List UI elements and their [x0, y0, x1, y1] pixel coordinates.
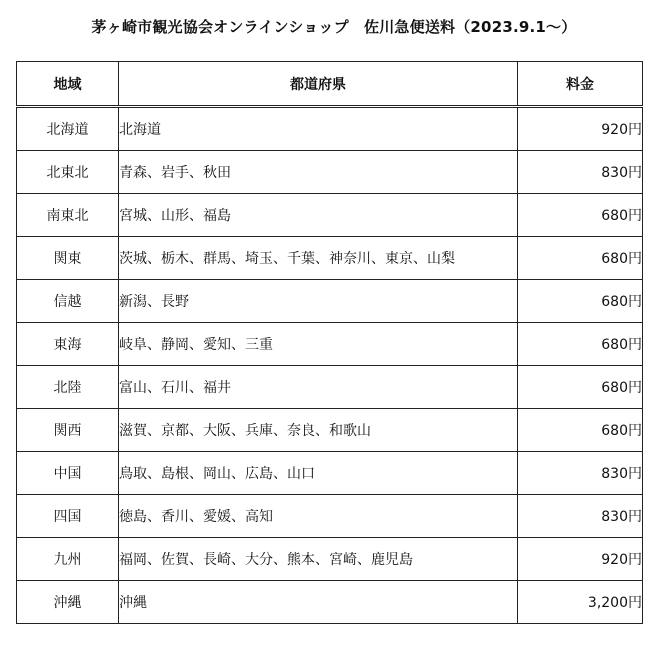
header-prefectures: 都道府県 [119, 62, 518, 107]
region-cell: 関西 [17, 409, 119, 452]
prefectures-cell: 茨城、栃木、群馬、埼玉、千葉、神奈川、東京、山梨 [119, 237, 518, 280]
region-cell: 北東北 [17, 151, 119, 194]
table-row [17, 107, 643, 151]
region-cell: 関東 [17, 237, 119, 280]
region-cell: 九州 [17, 538, 119, 581]
prefectures-cell: 富山、石川、福井 [119, 366, 518, 409]
prefectures-cell: 沖縄 [119, 581, 518, 624]
header-region: 地域 [17, 62, 119, 107]
prefectures-cell: 青森、岩手、秋田 [119, 151, 518, 194]
fee-cell: 830円 [518, 495, 643, 538]
prefectures-cell: 宮城、山形、福島 [119, 194, 518, 237]
table-row [17, 581, 643, 624]
prefectures-cell: 北海道 [119, 107, 518, 151]
table-row [17, 280, 643, 323]
prefectures-cell: 新潟、長野 [119, 280, 518, 323]
table-row [17, 237, 643, 280]
fee-cell: 830円 [518, 151, 643, 194]
fee-cell: 920円 [518, 107, 643, 151]
fee-cell: 680円 [518, 366, 643, 409]
fee-cell: 680円 [518, 280, 643, 323]
prefectures-cell: 岐阜、静岡、愛知、三重 [119, 323, 518, 366]
fee-cell: 830円 [518, 452, 643, 495]
fee-cell: 680円 [518, 323, 643, 366]
table-row [17, 409, 643, 452]
fee-cell: 920円 [518, 538, 643, 581]
table-row [17, 495, 643, 538]
region-cell: 北陸 [17, 366, 119, 409]
table-body [17, 107, 643, 624]
prefectures-cell: 徳島、香川、愛媛、高知 [119, 495, 518, 538]
document-title: 茅ヶ崎市観光協会オンラインショップ 佐川急便送料（2023.9.1～） [91, 18, 577, 36]
table-row [17, 323, 643, 366]
region-cell: 南東北 [17, 194, 119, 237]
fee-cell: 3,200円 [518, 581, 643, 624]
region-cell: 北海道 [17, 107, 119, 151]
fee-cell: 680円 [518, 409, 643, 452]
region-cell: 東海 [17, 323, 119, 366]
region-cell: 四国 [17, 495, 119, 538]
region-cell: 沖縄 [17, 581, 119, 624]
region-cell: 信越 [17, 280, 119, 323]
table-row [17, 194, 643, 237]
fee-cell: 680円 [518, 194, 643, 237]
table-header-row [17, 62, 643, 107]
table-row [17, 452, 643, 495]
shipping-fee-table [16, 61, 643, 624]
header-fee: 料金 [518, 62, 643, 107]
prefectures-cell: 鳥取、島根、岡山、広島、山口 [119, 452, 518, 495]
table-row [17, 538, 643, 581]
prefectures-cell: 滋賀、京都、大阪、兵庫、奈良、和歌山 [119, 409, 518, 452]
region-cell: 中国 [17, 452, 119, 495]
table-row [17, 366, 643, 409]
prefectures-cell: 福岡、佐賀、長崎、大分、熊本、宮崎、鹿児島 [119, 538, 518, 581]
table-row [17, 151, 643, 194]
fee-cell: 680円 [518, 237, 643, 280]
